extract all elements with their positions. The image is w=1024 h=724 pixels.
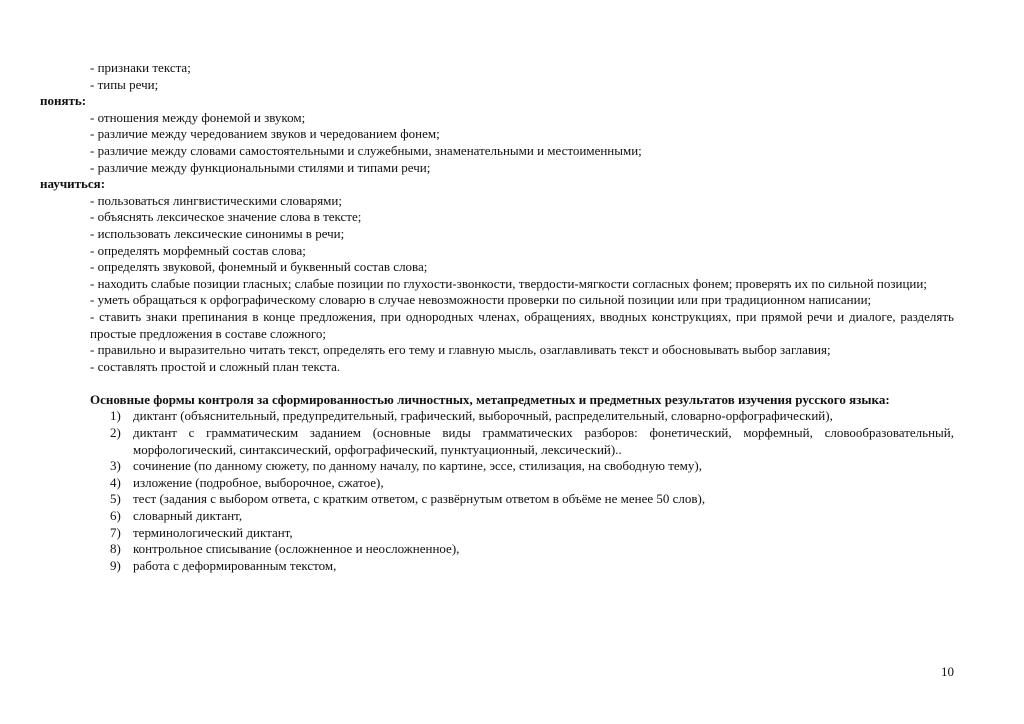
item-text: контрольное списывание (осложненное и неосложненное),	[133, 541, 460, 557]
list-item: - типы речи;	[90, 76, 159, 92]
item-text: работа с деформированным текстом,	[133, 557, 337, 573]
control-form-item	[40, 525, 954, 542]
control-form-item	[40, 458, 954, 475]
list-item: - различие между функциональными стилями и типами речи;	[90, 159, 431, 175]
list-item: - различие между чередованием звуков и чередованием фонем;	[90, 126, 440, 142]
item-text: диктант (объяснительный, предупредительный, графический, выборочный, распределительный, словарно-орфографический),	[133, 408, 833, 424]
control-forms-list	[40, 408, 954, 574]
item-text: тест (задания с выбором ответа, с кратким ответом, с развёрнутым ответом в объёме не менее 50 слов),	[133, 491, 706, 507]
item-text: сочинение (по данному сюжету, по данному началу, по картине, эссе, стилизация, на свободную тему),	[133, 458, 702, 474]
list-item: - использовать лексические синонимы в речи;	[90, 225, 345, 241]
list-item: - отношения между фонемой и звуком;	[90, 109, 306, 125]
list-item: - пользоваться лингвистическими словарями;	[90, 192, 342, 208]
control-form-item	[40, 541, 954, 558]
item-number: 7)	[110, 524, 121, 540]
list-item: - признаки текста;	[90, 60, 191, 75]
item-number: 4)	[110, 474, 121, 490]
item-number: 8)	[110, 541, 121, 557]
item-number: 5)	[110, 491, 121, 507]
list-item: - составлять простой и сложный план текста.	[90, 358, 341, 374]
page-number: 10	[941, 664, 954, 679]
control-forms-title: Основные формы контроля за сформированностью личностных, метапредметных и предметных результатов изучения русского языка:	[90, 391, 890, 407]
control-form-item	[40, 491, 954, 508]
item-text: словарный диктант,	[133, 508, 243, 524]
list-item: - правильно и выразительно читать текст, определять его тему и главную мысль, озаглавливать текст и обосновывать выбор заглавия;	[90, 342, 831, 358]
control-form-item	[40, 408, 954, 425]
section-heading-learn: научиться:	[40, 176, 106, 192]
list-item: - определять морфемный состав слова;	[90, 242, 306, 258]
list-item: - объяснять лексическое значение слова в тексте;	[90, 209, 362, 225]
item-text: диктант с грамматическим заданием (основные виды грамматических разборов: фонетический, морфемный, словообразовательный, морфологический, синтаксический, орфографический, пунктуационный, лексический)..	[133, 425, 954, 457]
list-item: - различие между словами самостоятельными и служебными, знаменательными и местоименными;	[90, 142, 642, 158]
item-number: 1)	[110, 408, 121, 424]
control-form-item	[40, 558, 954, 575]
list-item: - ставить знаки препинания в конце предложения, при однородных членах, обращениях, вводных конструкциях, при прямой речи и диалоге, разделять простые предложения в составе сложного;	[90, 308, 954, 341]
section-heading-understand: понять:	[40, 93, 87, 109]
list-item: - определять звуковой, фонемный и буквенный состав слова;	[90, 259, 428, 275]
item-number: 3)	[110, 458, 121, 474]
control-form-item	[40, 425, 954, 458]
control-form-item	[40, 475, 954, 492]
list-item: - уметь обращаться к орфографическому словарю в случае невозможности проверки по сильной позиции или при традиционном написании;	[90, 292, 872, 308]
list-item: - находить слабые позиции гласных; слабые позиции по глухости-звонкости, твердости-мягкости согласных фонем; проверять их по сильной позиции;	[90, 275, 927, 291]
document-page	[40, 60, 954, 574]
item-text: терминологический диктант,	[133, 524, 293, 540]
item-number: 2)	[110, 425, 121, 441]
control-form-item	[40, 508, 954, 525]
item-number: 6)	[110, 508, 121, 524]
item-text: изложение (подробное, выборочное, сжатое),	[133, 474, 384, 490]
item-number: 9)	[110, 557, 121, 573]
